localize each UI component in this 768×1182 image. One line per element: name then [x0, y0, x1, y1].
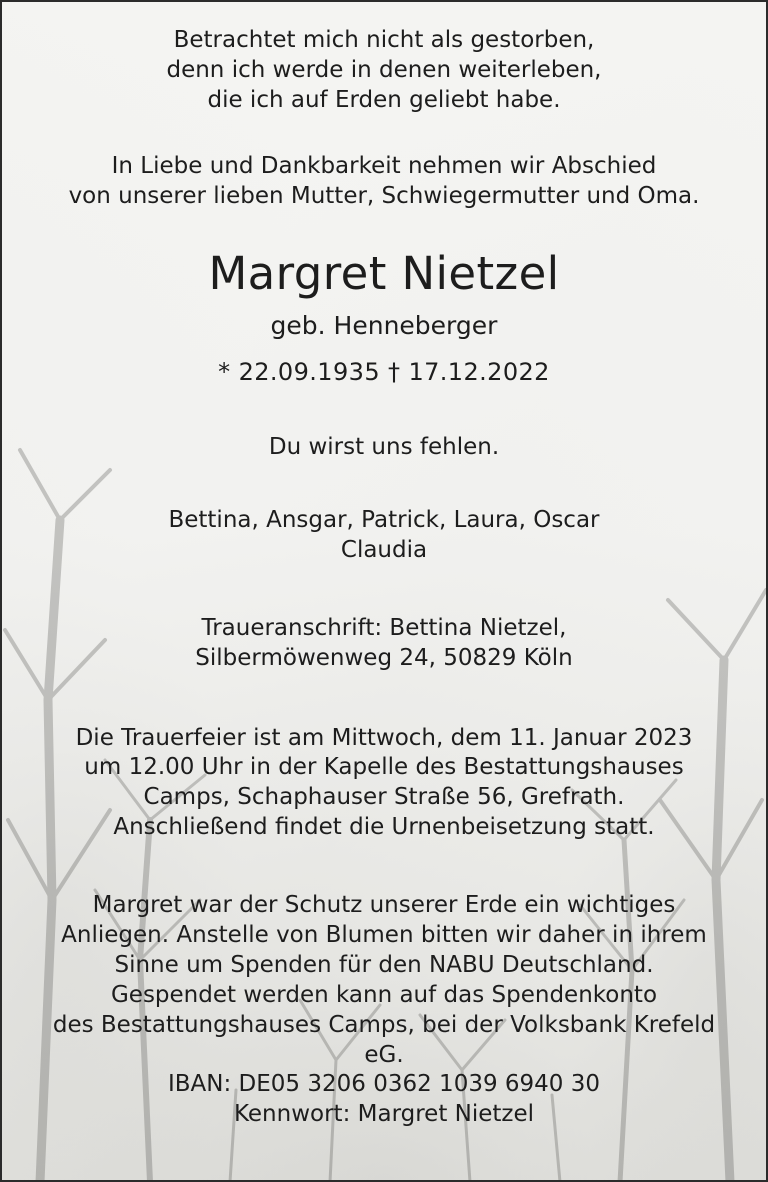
intro-block: [36, 152, 732, 212]
verse-block: [36, 26, 732, 116]
verse-line-1: Betrachtet mich nicht als gestorben,: [173, 27, 595, 53]
birth-death-dates: * 22.09.1935 † 17.12.2022: [218, 357, 550, 386]
farewell-text: Du wirst uns fehlen.: [268, 433, 500, 460]
verse-line-2: denn ich werde in denen weiterleben,: [166, 56, 602, 83]
donation-line-1: Margret war der Schutz unserer Erde ein wichtiges: [92, 892, 676, 919]
ceremony-line-2: um 12.00 Uhr in der Kapelle des Bestattungshauses: [84, 754, 684, 781]
ceremony-line-3: Camps, Schaphauser Straße 56, Grefrath.: [143, 784, 625, 811]
intro-line-1: In Liebe und Dankbarkeit nehmen wir Abschied: [111, 152, 657, 179]
donation-keyword: Kennwort: Margret Nietzel: [233, 1101, 535, 1128]
ceremony-line-4: Anschließend findet die Urnenbeisetzung statt.: [113, 814, 655, 841]
donation-line-5: des Bestattungshauses Camps, bei der Volksbank Krefeld eG.: [52, 1011, 716, 1068]
ceremony-block: [36, 724, 732, 844]
intro-line-2: von unserer lieben Mutter, Schwiegermutter und Oma.: [68, 182, 700, 209]
family-block: [36, 506, 732, 566]
ceremony-line-1: Die Trauerfeier ist am Mittwoch, dem 11. Januar 2023: [75, 724, 693, 751]
deceased-name: Margret Nietzel: [208, 247, 560, 301]
donation-line-2: Anliegen. Anstelle von Blumen bitten wir daher in ihrem: [61, 921, 707, 948]
address-line-1: Traueranschrift: Bettina Nietzel,: [201, 614, 567, 641]
donation-line-3: Sinne um Spenden für den NABU Deutschland.: [114, 951, 654, 978]
family-line-2: Claudia: [340, 536, 428, 563]
donation-line-4: Gespendet werden kann auf das Spendenkonto: [110, 981, 658, 1008]
verse-line-3: die ich auf Erden geliebt habe.: [207, 86, 561, 113]
maiden-name: geb. Henneberger: [270, 310, 498, 340]
donation-iban: IBAN: DE05 3206 0362 1039 6940 30: [167, 1071, 601, 1098]
address-line-2: Silbermöwenweg 24, 50829 Köln: [195, 644, 573, 671]
family-line-1: Bettina, Ansgar, Patrick, Laura, Oscar: [168, 506, 600, 533]
mourning-address-block: [36, 614, 732, 674]
donation-block: [36, 891, 732, 1130]
